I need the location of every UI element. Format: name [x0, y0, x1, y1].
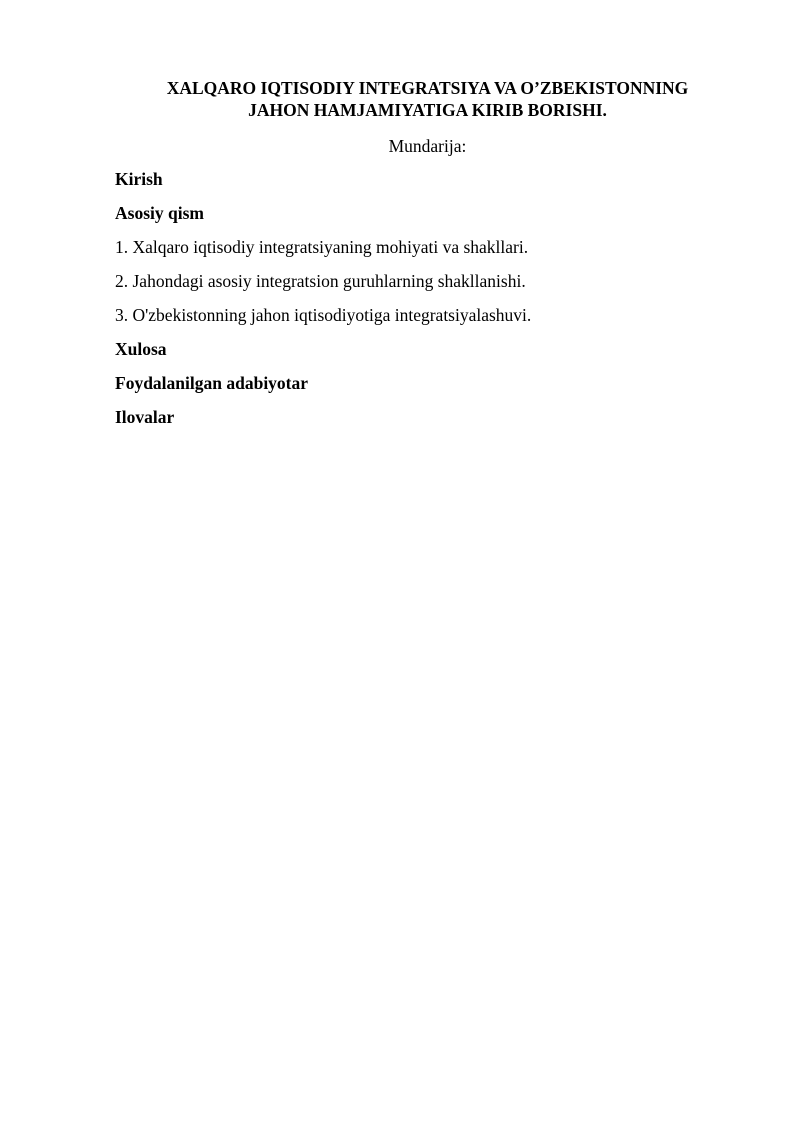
toc-item-section-2: 2. Jahondagi asosiy integratsion guruhlarning shakllanishi. [115, 271, 526, 291]
toc-item-xulosa: Xulosa [115, 339, 167, 359]
toc-item-asosiy-qism: Asosiy qism [115, 203, 204, 223]
toc-item-kirish: Kirish [115, 169, 163, 189]
toc-item-ilovalar: Ilovalar [115, 407, 175, 427]
table-of-contents [115, 168, 755, 440]
toc-heading: Mundarija: [388, 136, 467, 156]
title-line-2: JAHON HAMJAMIYATIGA KIRIB BORISHI. [248, 100, 607, 120]
toc-item-adabiyotlar: Foydalanilgan adabiyotar [115, 373, 309, 393]
toc-item-section-3: 3. O'zbekistonning jahon iqtisodiyotiga integratsiyalashuvi. [115, 305, 532, 325]
document-title [115, 77, 740, 121]
toc-item-section-1: 1. Xalqaro iqtisodiy integratsiyaning mohiyati va shakllari. [115, 237, 529, 257]
title-line-1: XALQARO IQTISODIY INTEGRATSIYA VA O’ZBEKISTONNING [166, 78, 689, 98]
